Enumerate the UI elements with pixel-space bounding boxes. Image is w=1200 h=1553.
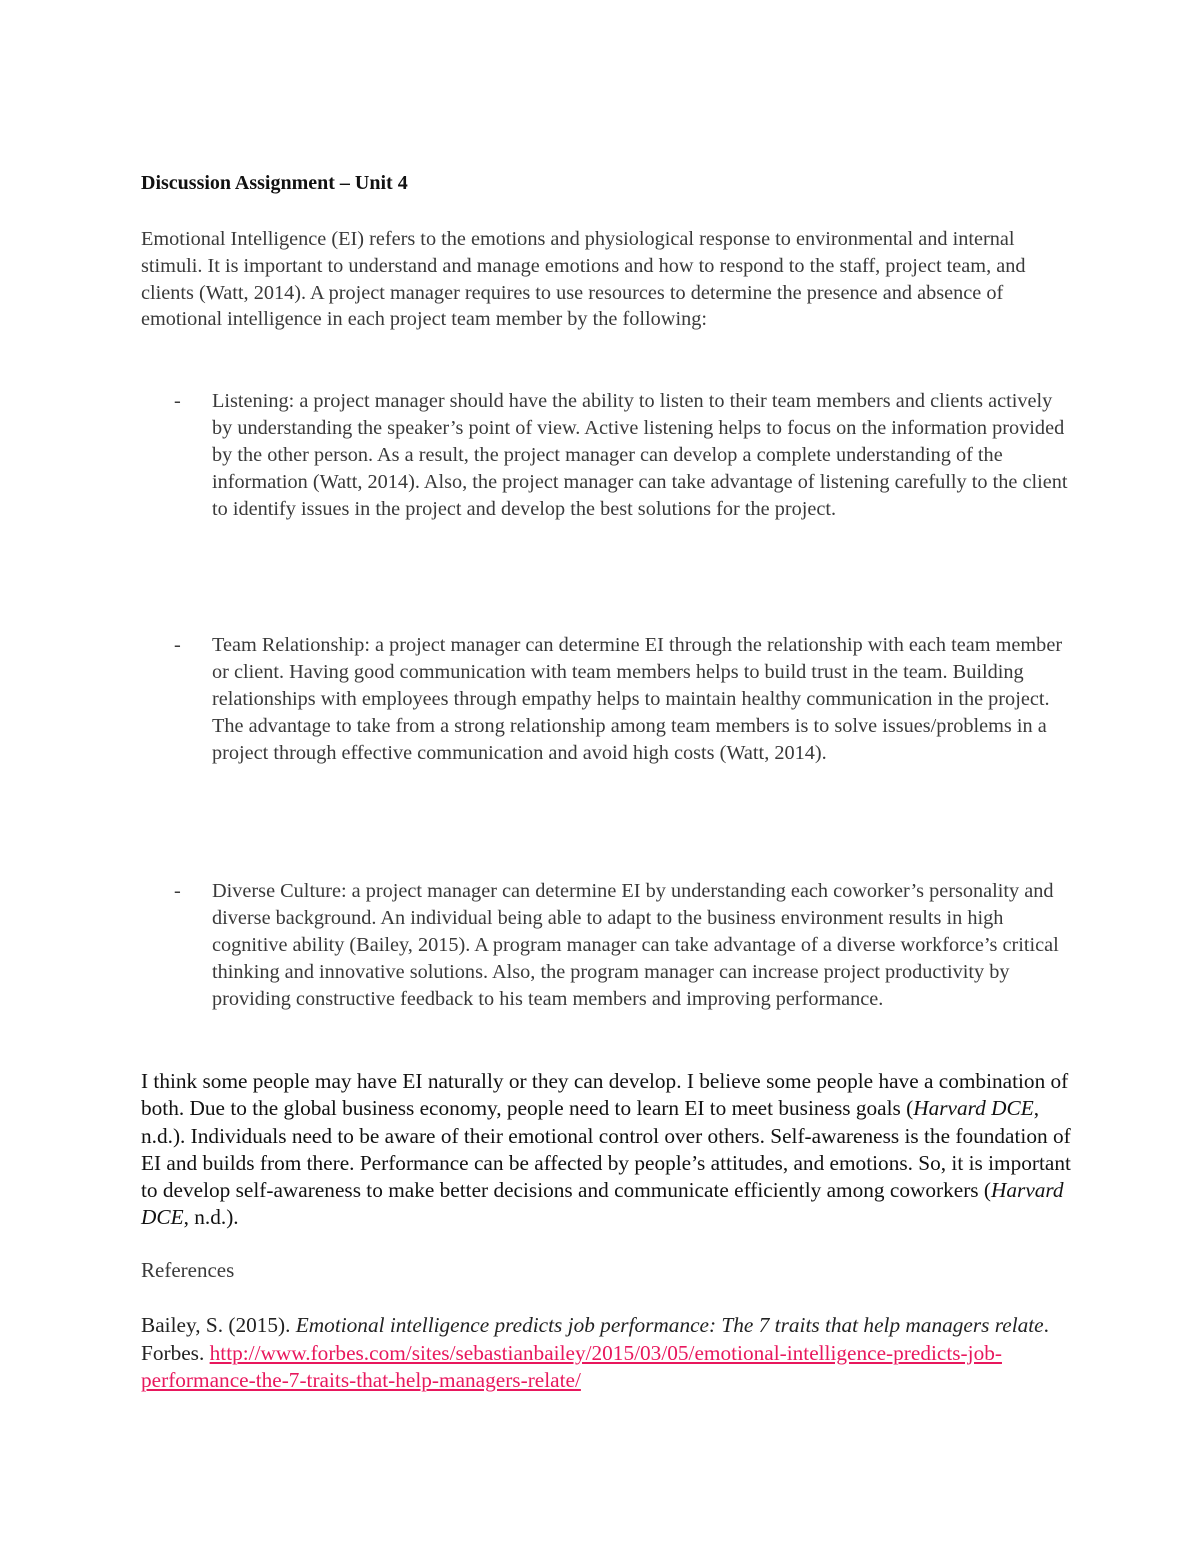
citation-harvard-dce: Harvard DCE bbox=[141, 1178, 1064, 1230]
bullet-marker: - bbox=[174, 634, 181, 656]
reference-authors: Bailey, S. (2015). bbox=[141, 1313, 296, 1337]
closing-paragraph bbox=[141, 1068, 1071, 1232]
bullet-text: Diverse Culture: a project manager can determine EI by understanding each coworker’s personality and diverse background. An individual being able to adapt to the business environment results in high cognitive ability (Bailey, 2015). A program manager can take advantage of a diverse workforce’s critical thinking and innovative solutions. Also, the program manager can increase project productivity by providing constructive feedback to his team members and improving performance. bbox=[212, 880, 1059, 1010]
reference-title: Emotional intelligence predicts job performance: The 7 traits that help managers relate bbox=[295, 1313, 1044, 1337]
bullet-marker: - bbox=[174, 390, 181, 412]
reference-url-link[interactable]: http://www.forbes.com/sites/sebastianbailey/2015/03/05/emotional-intelligence-predicts-job-performance-the-7-traits-that-help-managers-relate/ bbox=[141, 1340, 1002, 1392]
closing-text-1: I think some people may have EI naturally or they can develop. I believe some people have a combination of both. Due to the global business economy, people need to learn EI to meet business goals ( bbox=[141, 1069, 1069, 1121]
document-title: Discussion Assignment – Unit 4 bbox=[141, 172, 408, 194]
reference-publisher: Forbes. bbox=[141, 1340, 210, 1365]
reference-entry bbox=[141, 1312, 1061, 1395]
bullet-marker: - bbox=[174, 880, 181, 902]
bullet-text: Team Relationship: a project manager can determine EI through the relationship with each team member or client. Having good communication with team members helps to build trust in the team. Building relationships with employees through empathy helps to maintain healthy communication in the project. The advantage to take from a strong relationship among team members is to solve issues/problems in a project through effective communication and avoid high costs (Watt, 2014). bbox=[212, 634, 1063, 764]
closing-text-3: , n.d.). bbox=[183, 1205, 239, 1230]
closing-text-2: , n.d.). Individuals need to be aware of their emotional control over others. Self-awareness is the foundation of EI and builds from there. Performance can be affected by people’s attitudes, and emotions. So, it is important to develop self-awareness to make better decisions and communicate efficiently among coworkers ( bbox=[141, 1096, 1071, 1203]
reference-title-end: . bbox=[1043, 1313, 1049, 1337]
intro-paragraph: Emotional Intelligence (EI) refers to the emotions and physiological response to environmental and internal stimuli. It is important to understand and manage emotions and how to respond to the staff, project team, and clients (Watt, 2014). A project manager requires to use resources to determine the presence and absence of emotional intelligence in each project team member by the following: bbox=[141, 228, 1026, 331]
references-heading: References bbox=[141, 1258, 235, 1282]
bullet-text: Listening: a project manager should have the ability to listen to their team members and clients actively by understanding the speaker’s point of view. Active listening helps to focus on the information provided by the other person. As a result, the project manager can develop a complete understanding of the information (Watt, 2014). Also, the project manager can take advantage of listening carefully to the client to identify issues in the project and develop the best solutions for the project. bbox=[212, 390, 1068, 520]
citation-harvard-dce: Harvard DCE bbox=[913, 1096, 1034, 1121]
